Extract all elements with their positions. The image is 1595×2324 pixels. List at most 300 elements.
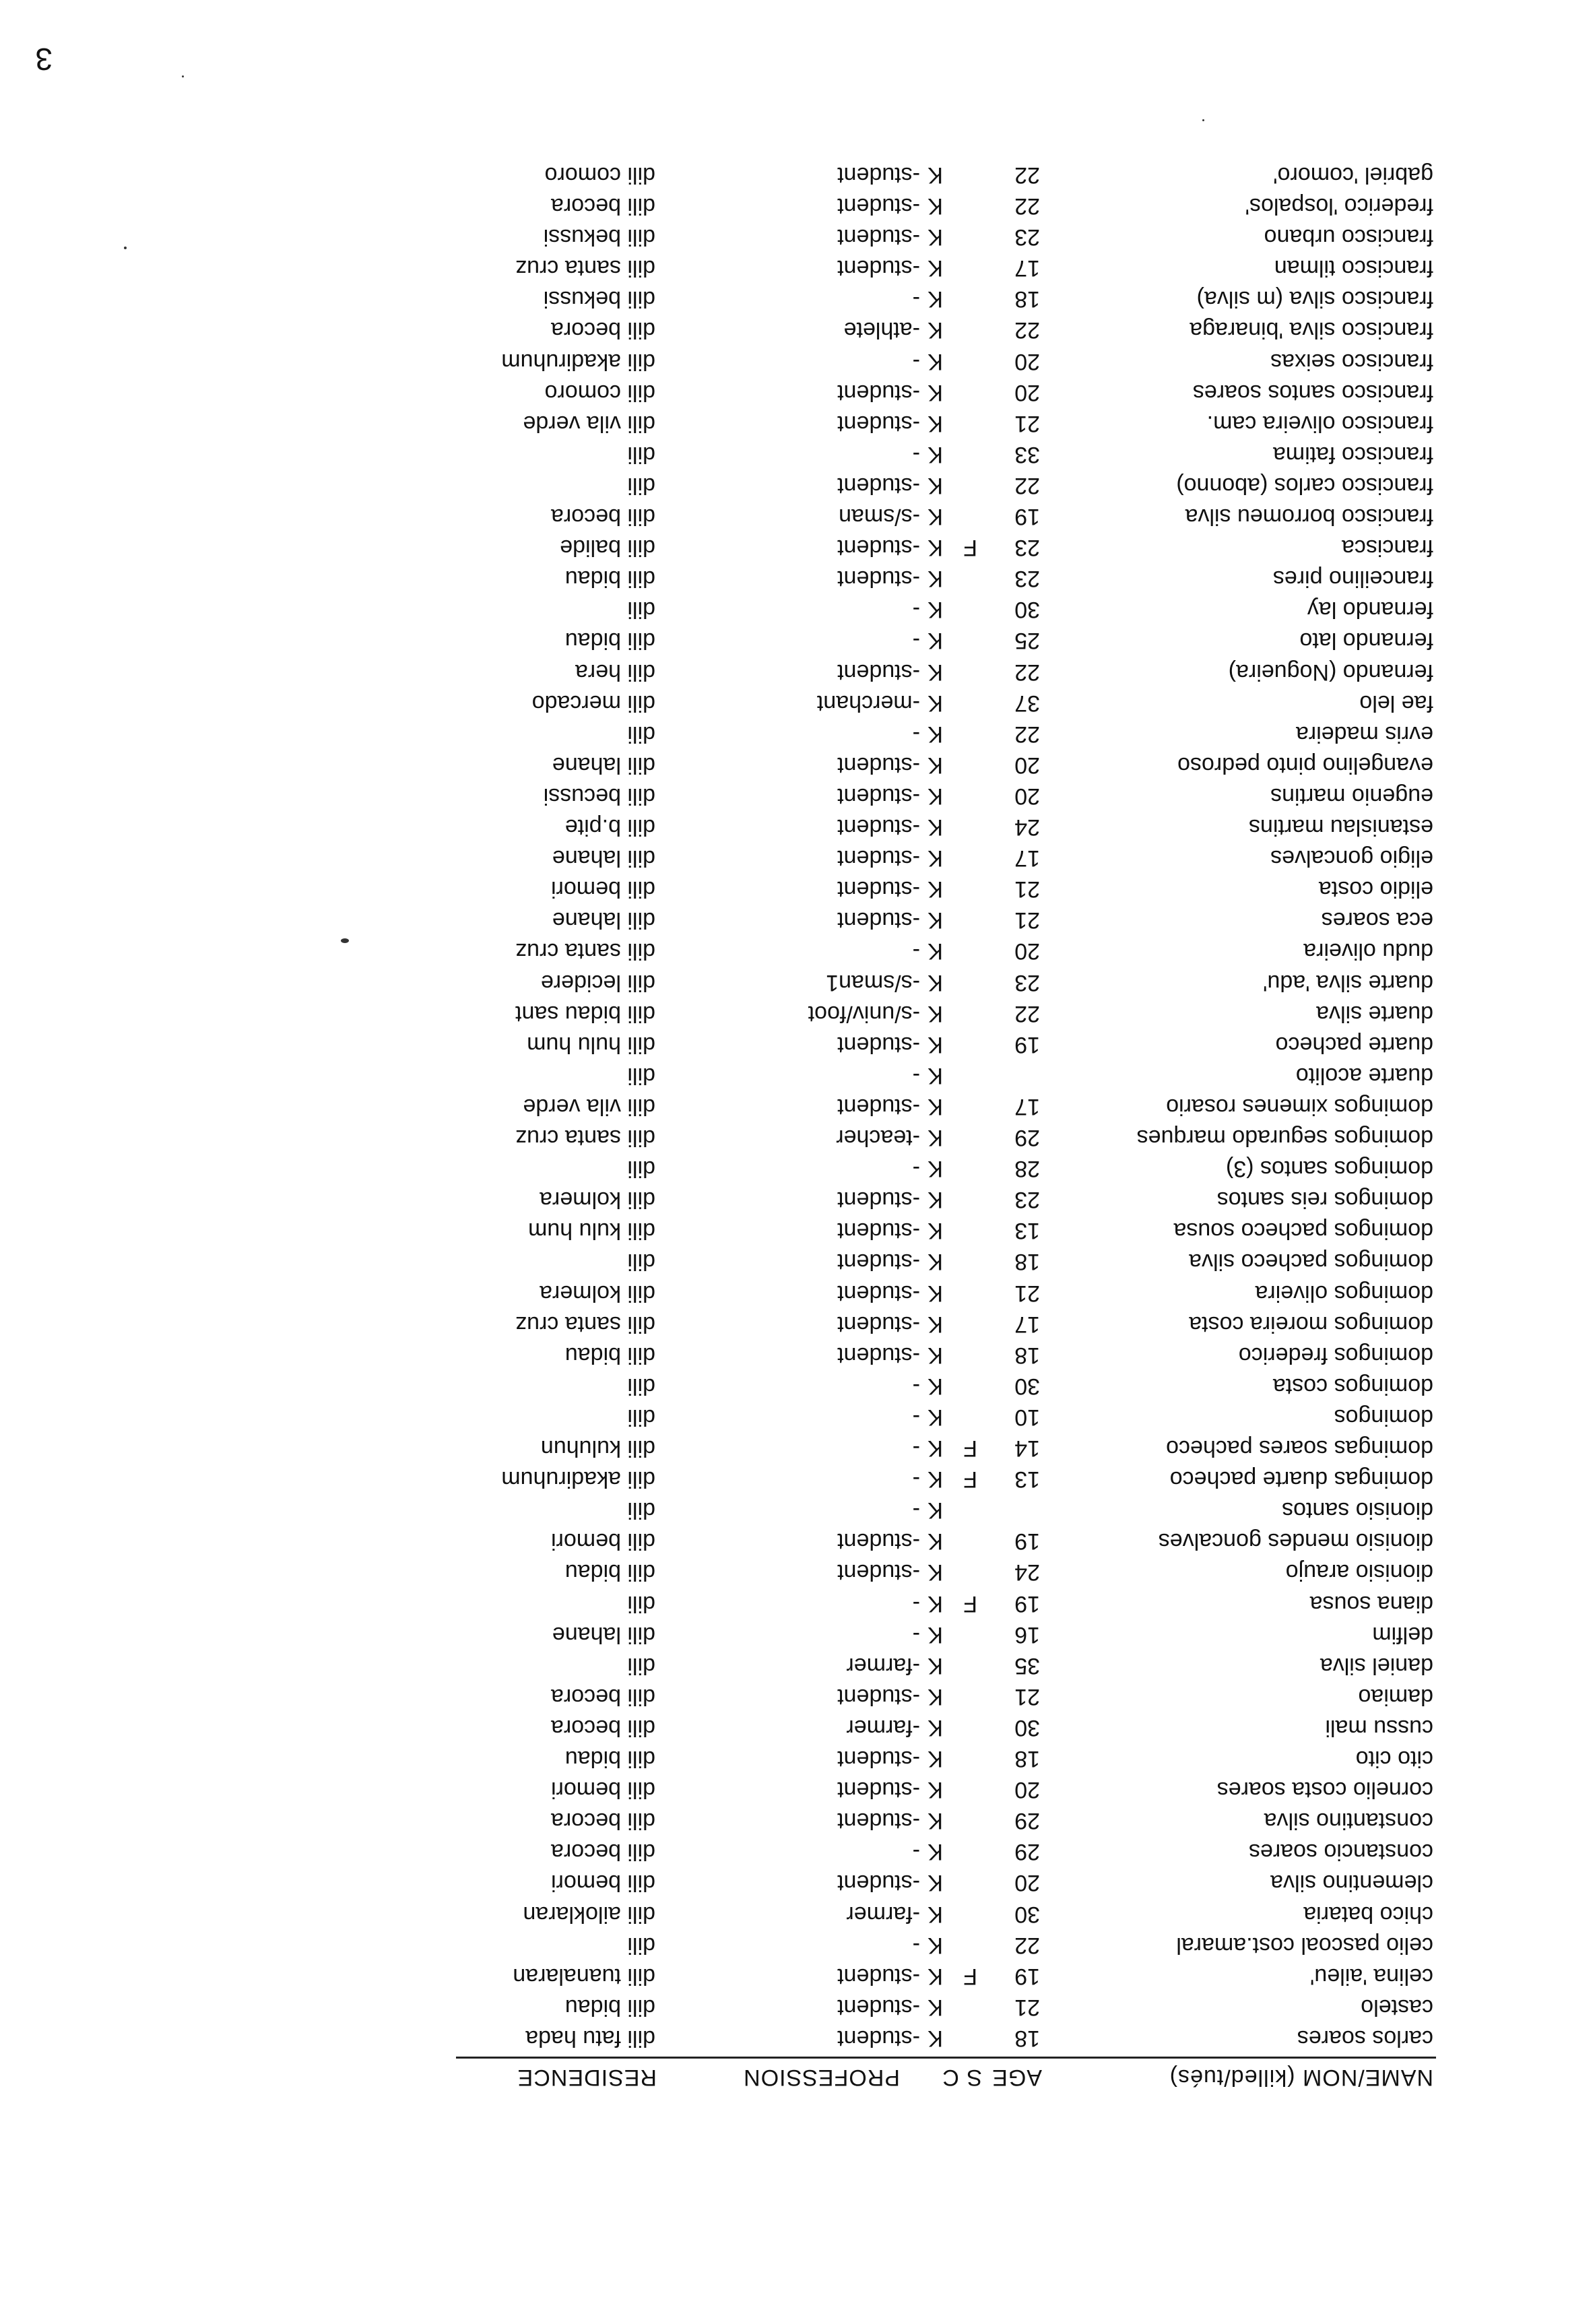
cell-name: clementino silva <box>1270 1870 1433 1896</box>
cell-name: francisco borromeu silva <box>1185 504 1433 530</box>
cell-residence: dili bekussi <box>543 224 655 251</box>
cell-profession: -student <box>837 2026 920 2051</box>
table-row <box>383 1461 1595 1492</box>
cell-age: 10 <box>1014 1405 1040 1430</box>
cell-age: 37 <box>1014 690 1040 716</box>
cell-condition: K <box>927 876 943 903</box>
cell-condition: K <box>927 1435 943 1462</box>
cell-residence: dili akadiruhum <box>501 348 655 375</box>
cell-profession: -student <box>837 752 920 778</box>
cell-condition: K <box>927 1528 943 1555</box>
cell-profession: -student <box>837 1528 920 1555</box>
table-row <box>383 1492 1595 1523</box>
cell-name: eugenio martins <box>1270 783 1433 809</box>
cell-profession: -s/sman1 <box>826 969 920 996</box>
cell-name: domingos segurado marques <box>1136 1125 1433 1151</box>
cell-residence: dili balide <box>560 535 655 561</box>
table-row <box>383 902 1595 933</box>
cell-condition: K <box>927 1932 943 1958</box>
cell-residence: dili becora <box>551 1839 655 1865</box>
cell-condition: K <box>927 535 943 561</box>
cell-residence: dili <box>627 1249 655 1275</box>
cell-condition: K <box>927 162 943 188</box>
table-row <box>383 1058 1595 1089</box>
cell-residence: dili tuanalaran <box>513 1963 655 1989</box>
cell-age: 24 <box>1014 814 1040 841</box>
table-row <box>383 1027 1595 1058</box>
cell-age: 21 <box>1014 410 1040 437</box>
cell-name: francisco urbano <box>1264 224 1433 251</box>
cell-name: francisco fatima <box>1272 441 1433 467</box>
cell-profession: -student <box>837 783 920 809</box>
cell-residence: dili <box>627 1156 655 1182</box>
cell-residence: dili <box>627 721 655 747</box>
table-row <box>383 1151 1595 1182</box>
column-header-residence: RESIDENCE <box>517 2065 657 2090</box>
cell-name: dionisio santos <box>1282 1497 1433 1524</box>
cell-profession: -student <box>837 1559 920 1586</box>
cell-age: 20 <box>1014 1870 1040 1896</box>
cell-condition: K <box>927 348 943 375</box>
cell-profession: -student <box>837 1249 920 1275</box>
cell-name: evangelino pinto pedroso <box>1177 752 1433 778</box>
cell-condition: K <box>927 845 943 872</box>
cell-residence: dili bemori <box>551 1528 655 1555</box>
cell-name: francisco seixas <box>1270 348 1433 375</box>
table-row <box>383 716 1595 747</box>
cell-name: domingos santos (3) <box>1225 1156 1433 1182</box>
table-row <box>383 965 1595 996</box>
cell-name: carlos soares <box>1297 2026 1433 2051</box>
cell-profession: - <box>912 348 920 375</box>
cell-name: domingos ximenes rosario <box>1166 1094 1433 1120</box>
cell-condition: K <box>927 721 943 747</box>
cell-residence: dili <box>627 1373 655 1399</box>
cell-age: 21 <box>1014 876 1040 903</box>
cell-condition: K <box>927 1590 943 1617</box>
table-row <box>383 1523 1595 1554</box>
cell-age: 23 <box>1014 969 1040 996</box>
table-row <box>383 1399 1595 1430</box>
cell-residence: dili bidau <box>564 628 655 654</box>
cell-profession: - <box>912 1466 920 1493</box>
cell-residence: dili <box>627 1497 655 1524</box>
cell-name: duarte silva <box>1316 1000 1433 1027</box>
cell-age: 29 <box>1014 1839 1040 1865</box>
cell-condition: K <box>927 1405 943 1430</box>
cell-name: domingos pacheco sousa <box>1173 1218 1433 1244</box>
table-row <box>383 281 1595 312</box>
cell-condition: K <box>927 1342 943 1368</box>
column-header-name: NAME/NOM (killed/tués) <box>1169 2065 1433 2090</box>
table-row <box>383 1679 1595 1710</box>
cell-profession: - <box>912 1932 920 1958</box>
cell-age: 20 <box>1014 379 1040 406</box>
cell-name: constancio soares <box>1248 1839 1433 1865</box>
table-row <box>383 406 1595 437</box>
table-row <box>383 498 1595 529</box>
table-row <box>383 809 1595 840</box>
cell-condition: K <box>927 1062 943 1089</box>
cell-residence: dili bidau <box>564 1746 655 1772</box>
cell-condition: K <box>927 1870 943 1896</box>
cell-residence: dili santa cruz <box>515 1311 655 1337</box>
table-row <box>383 1275 1595 1306</box>
table-row <box>383 157 1595 188</box>
cell-condition: K <box>927 1031 943 1058</box>
cell-name: franceilino pires <box>1272 566 1433 592</box>
table-row <box>383 1368 1595 1399</box>
table-row <box>383 1741 1595 1772</box>
cell-name: duarte pacheco <box>1275 1031 1433 1058</box>
cell-condition: K <box>927 1218 943 1244</box>
column-header-profession: PROFESSION <box>743 2065 900 2090</box>
cell-age: 22 <box>1014 1000 1040 1027</box>
cell-profession: -student <box>837 193 920 220</box>
cell-age: 22 <box>1014 1932 1040 1958</box>
cell-residence: dili <box>627 597 655 623</box>
cell-residence: dili lecidere <box>540 969 655 996</box>
cell-condition: K <box>927 410 943 437</box>
cell-profession: -farmer <box>846 1901 920 1927</box>
cell-name: francisco silva (m silva) <box>1196 286 1433 313</box>
table-row <box>383 1617 1595 1648</box>
cell-age: 19 <box>1014 1031 1040 1058</box>
table-row <box>383 1710 1595 1741</box>
table-row <box>383 996 1595 1027</box>
cell-profession: - <box>912 1590 920 1617</box>
cell-age: 18 <box>1014 1342 1040 1368</box>
cell-residence: dili lahane <box>552 752 655 778</box>
cell-residence: dili lahane <box>552 845 655 872</box>
cell-name: domingos <box>1334 1405 1433 1430</box>
cell-condition: K <box>927 969 943 996</box>
cell-name: celina 'aileu' <box>1309 1963 1433 1989</box>
cell-age: 22 <box>1014 659 1040 685</box>
cell-age: 13 <box>1014 1466 1040 1493</box>
cell-condition: K <box>927 317 943 344</box>
cell-profession: -student <box>837 379 920 406</box>
cell-condition: K <box>927 255 943 282</box>
cell-condition: K <box>927 286 943 313</box>
cell-condition: K <box>927 1652 943 1679</box>
cell-residence: dili vila verde <box>523 410 655 437</box>
table-row <box>383 188 1595 219</box>
cell-condition: K <box>927 1839 943 1865</box>
cell-age: 22 <box>1014 317 1040 344</box>
cell-condition: K <box>927 504 943 530</box>
cell-residence: dili vila verde <box>523 1094 655 1120</box>
cell-name: francisco carlos (abonno) <box>1176 473 1433 498</box>
cell-condition: K <box>927 628 943 654</box>
cell-name: daniel silva <box>1320 1652 1433 1679</box>
cell-profession: -farmer <box>846 1652 920 1679</box>
cell-age: 17 <box>1014 255 1040 282</box>
cell-profession: -student <box>837 1031 920 1058</box>
cell-age: 17 <box>1014 1094 1040 1120</box>
cell-condition: K <box>927 1249 943 1275</box>
cell-residence: dili comoro <box>544 379 655 406</box>
cell-residence: dili bekussi <box>543 286 655 313</box>
cell-profession: -s/univ/foot <box>808 1000 920 1027</box>
cell-age: 20 <box>1014 348 1040 375</box>
cell-age: 30 <box>1014 597 1040 623</box>
table-row <box>383 1089 1595 1120</box>
cell-age: 17 <box>1014 845 1040 872</box>
cell-age: 14 <box>1014 1435 1040 1462</box>
table-row <box>383 529 1595 560</box>
cell-profession: -merchant <box>816 690 920 716</box>
cell-name: frederico 'lospalos' <box>1245 193 1433 220</box>
table-row <box>383 1927 1595 1958</box>
cell-residence: dili bidau <box>564 566 655 592</box>
column-header-sex-condition: S C <box>942 2065 982 2090</box>
cell-condition: K <box>927 1373 943 1399</box>
table-row <box>383 871 1595 902</box>
cell-name: fernando (Nogueira) <box>1228 659 1433 685</box>
cell-condition: K <box>927 379 943 406</box>
cell-condition: K <box>927 1497 943 1524</box>
cell-profession: - <box>912 1435 920 1462</box>
cell-condition: K <box>927 690 943 716</box>
cell-name: francisco santos soares <box>1192 379 1433 406</box>
cell-age: 23 <box>1014 224 1040 251</box>
cell-residence: dili becussi <box>543 783 655 809</box>
table-row <box>383 1865 1595 1896</box>
cell-profession: -farmer <box>846 1715 920 1741</box>
cell-name: fernando lato <box>1299 628 1433 654</box>
cell-age: 20 <box>1014 1777 1040 1803</box>
cell-residence: dili santa cruz <box>515 938 655 965</box>
cell-name: domingos reis santos <box>1216 1187 1433 1213</box>
cell-profession: - <box>912 1156 920 1182</box>
cell-profession: -student <box>837 814 920 841</box>
table-row <box>383 344 1595 375</box>
cell-residence: dili b.pite <box>564 814 655 841</box>
cell-profession: -student <box>837 1218 920 1244</box>
cell-name: francisco silva 'binaraga <box>1190 317 1433 344</box>
cell-age: 29 <box>1014 1808 1040 1834</box>
cell-residence: dili kulu hum <box>528 1218 655 1244</box>
cell-profession: -student <box>837 535 920 561</box>
cell-profession: - <box>912 628 920 654</box>
cell-residence: dili becora <box>551 1715 655 1741</box>
cell-sex: F <box>963 535 977 561</box>
cell-name: elidio costa <box>1318 876 1433 903</box>
cell-age: 23 <box>1014 1187 1040 1213</box>
cell-age: 18 <box>1014 2026 1040 2051</box>
cell-residence: dili comoro <box>544 162 655 188</box>
cell-profession: -student <box>837 1311 920 1337</box>
cell-age: 19 <box>1014 1528 1040 1555</box>
cell-sex: F <box>963 1466 977 1493</box>
cell-residence: dili bemori <box>551 876 655 903</box>
cell-age: 23 <box>1014 535 1040 561</box>
cell-condition: K <box>927 1156 943 1182</box>
cell-name: chico bataria <box>1303 1901 1433 1927</box>
table-row <box>383 1803 1595 1834</box>
cell-condition: K <box>927 1715 943 1741</box>
cell-profession: -student <box>837 1963 920 1989</box>
table-row <box>383 250 1595 281</box>
cell-name: francisco tilman <box>1274 255 1433 282</box>
cell-condition: K <box>927 1094 943 1120</box>
cell-name: domingos oliveira <box>1255 1280 1433 1306</box>
cell-condition: K <box>927 783 943 809</box>
table-row <box>383 437 1595 467</box>
cell-condition: K <box>927 1683 943 1710</box>
table-row <box>383 1586 1595 1617</box>
table-row <box>383 1648 1595 1679</box>
cell-residence: dili akadiruhum <box>501 1466 655 1493</box>
cell-age: 30 <box>1014 1901 1040 1927</box>
cell-name: estanislau martins <box>1248 814 1433 841</box>
cell-condition: K <box>927 1000 943 1027</box>
cell-age: 25 <box>1014 628 1040 654</box>
cell-profession: - <box>912 1621 920 1648</box>
cell-name: cussu mali <box>1325 1715 1433 1741</box>
cell-age: 21 <box>1014 1280 1040 1306</box>
cell-profession: - <box>912 441 920 467</box>
cell-condition: K <box>927 1311 943 1337</box>
cell-condition: K <box>927 1777 943 1803</box>
cell-condition: K <box>927 1808 943 1834</box>
cell-residence: dili <box>627 473 655 498</box>
cell-name: constantino silva <box>1264 1808 1433 1834</box>
cell-age: 17 <box>1014 1311 1040 1337</box>
cell-profession: -student <box>837 1094 920 1120</box>
cell-name: gabriel 'comoro' <box>1273 162 1433 188</box>
cell-residence: dili bemori <box>551 1777 655 1803</box>
cell-profession: -teacher <box>836 1125 920 1151</box>
cell-residence: dili <box>627 1652 655 1679</box>
cell-profession: -student <box>837 659 920 685</box>
page-number: 3 <box>35 42 53 77</box>
cell-condition: K <box>927 1994 943 2020</box>
cell-name: dudu oliveira <box>1303 938 1433 965</box>
cell-condition: K <box>927 1559 943 1586</box>
cell-profession: -student <box>837 1777 920 1803</box>
table-row <box>383 467 1595 498</box>
cell-age: 22 <box>1014 193 1040 220</box>
table-row <box>383 219 1595 250</box>
cell-name: evris madeira <box>1295 721 1433 747</box>
cell-residence: dili bemori <box>551 1870 655 1896</box>
cell-profession: - <box>912 1062 920 1089</box>
table-row <box>383 1306 1595 1337</box>
cell-profession: - <box>912 721 920 747</box>
cell-age: 20 <box>1014 938 1040 965</box>
table-row <box>383 1555 1595 1586</box>
cell-name: fernando lay <box>1307 597 1433 623</box>
cell-age: 22 <box>1014 162 1040 188</box>
cell-condition: K <box>927 1125 943 1151</box>
cell-profession: -student <box>837 255 920 282</box>
cell-condition: K <box>927 193 943 220</box>
cell-age: 18 <box>1014 286 1040 313</box>
cell-profession: -student <box>837 1808 920 1834</box>
cell-name: damiao <box>1358 1683 1433 1710</box>
table-header <box>0 2065 1595 2324</box>
cell-name: castelo <box>1361 1994 1433 2020</box>
cell-profession: -student <box>837 1870 920 1896</box>
cell-condition: K <box>927 566 943 592</box>
cell-profession: -student <box>837 1342 920 1368</box>
table-row <box>383 2020 1595 2051</box>
cell-sex: F <box>963 1590 977 1617</box>
cell-age: 21 <box>1014 1994 1040 2020</box>
cell-age: 24 <box>1014 1559 1040 1586</box>
cell-residence: dili hulu hum <box>527 1031 655 1058</box>
table-row <box>383 1337 1595 1368</box>
cell-age: 29 <box>1014 1125 1040 1151</box>
cell-condition: K <box>927 597 943 623</box>
cell-profession: - <box>912 1839 920 1865</box>
cell-age: 13 <box>1014 1218 1040 1244</box>
cell-name: cito cito <box>1355 1746 1433 1772</box>
cell-name: francisca <box>1341 535 1433 561</box>
cell-residence: dili bidau sant <box>515 1000 655 1027</box>
cell-name: domingas duarte pacheco <box>1169 1466 1433 1493</box>
cell-residence: dili <box>627 1590 655 1617</box>
cell-profession: -student <box>837 1280 920 1306</box>
table-row <box>383 840 1595 871</box>
cell-residence: dili bidau <box>564 1994 655 2020</box>
cell-condition: K <box>927 907 943 934</box>
cell-condition: K <box>927 938 943 965</box>
cell-condition: K <box>927 814 943 841</box>
table-row <box>383 1244 1595 1275</box>
cell-name: dionisio araujo <box>1285 1559 1433 1586</box>
cell-residence: dili fatu hada <box>525 2026 655 2051</box>
table-row <box>383 1120 1595 1151</box>
table-row <box>383 1772 1595 1803</box>
cell-profession: - <box>912 597 920 623</box>
cell-age: 19 <box>1014 504 1040 530</box>
cell-profession: -student <box>837 1683 920 1710</box>
cell-age: 33 <box>1014 441 1040 467</box>
cell-residence: dili <box>627 1062 655 1089</box>
cell-residence: dili lahane <box>552 1621 655 1648</box>
cell-residence: dili hera <box>575 659 655 685</box>
cell-residence: dili <box>627 441 655 467</box>
cell-age: 21 <box>1014 1683 1040 1710</box>
cell-residence: dili kolmera <box>540 1280 655 1306</box>
cell-name: cornelio costa soares <box>1216 1777 1433 1803</box>
cell-age: 16 <box>1014 1621 1040 1648</box>
cell-residence: dili bidau <box>564 1559 655 1586</box>
cell-name: diana sousa <box>1309 1590 1433 1617</box>
cell-condition: K <box>927 473 943 498</box>
cell-age: 20 <box>1014 783 1040 809</box>
cell-name: fae lelo <box>1359 690 1433 716</box>
table-row <box>383 1896 1595 1927</box>
cell-age: 18 <box>1014 1746 1040 1772</box>
cell-profession: -student <box>837 845 920 872</box>
cell-condition: K <box>927 1280 943 1306</box>
table-row <box>383 560 1595 591</box>
header-divider <box>456 2057 1436 2059</box>
cell-residence: dili bidau <box>564 1342 655 1368</box>
cell-profession: -athlete <box>843 317 920 344</box>
cell-condition: K <box>927 441 943 467</box>
cell-condition: K <box>927 659 943 685</box>
cell-age: 23 <box>1014 566 1040 592</box>
cell-profession: -student <box>837 410 920 437</box>
cell-name: francisco oliveira cam. <box>1206 410 1433 437</box>
cell-name: delfim <box>1372 1621 1433 1648</box>
cell-condition: K <box>927 224 943 251</box>
